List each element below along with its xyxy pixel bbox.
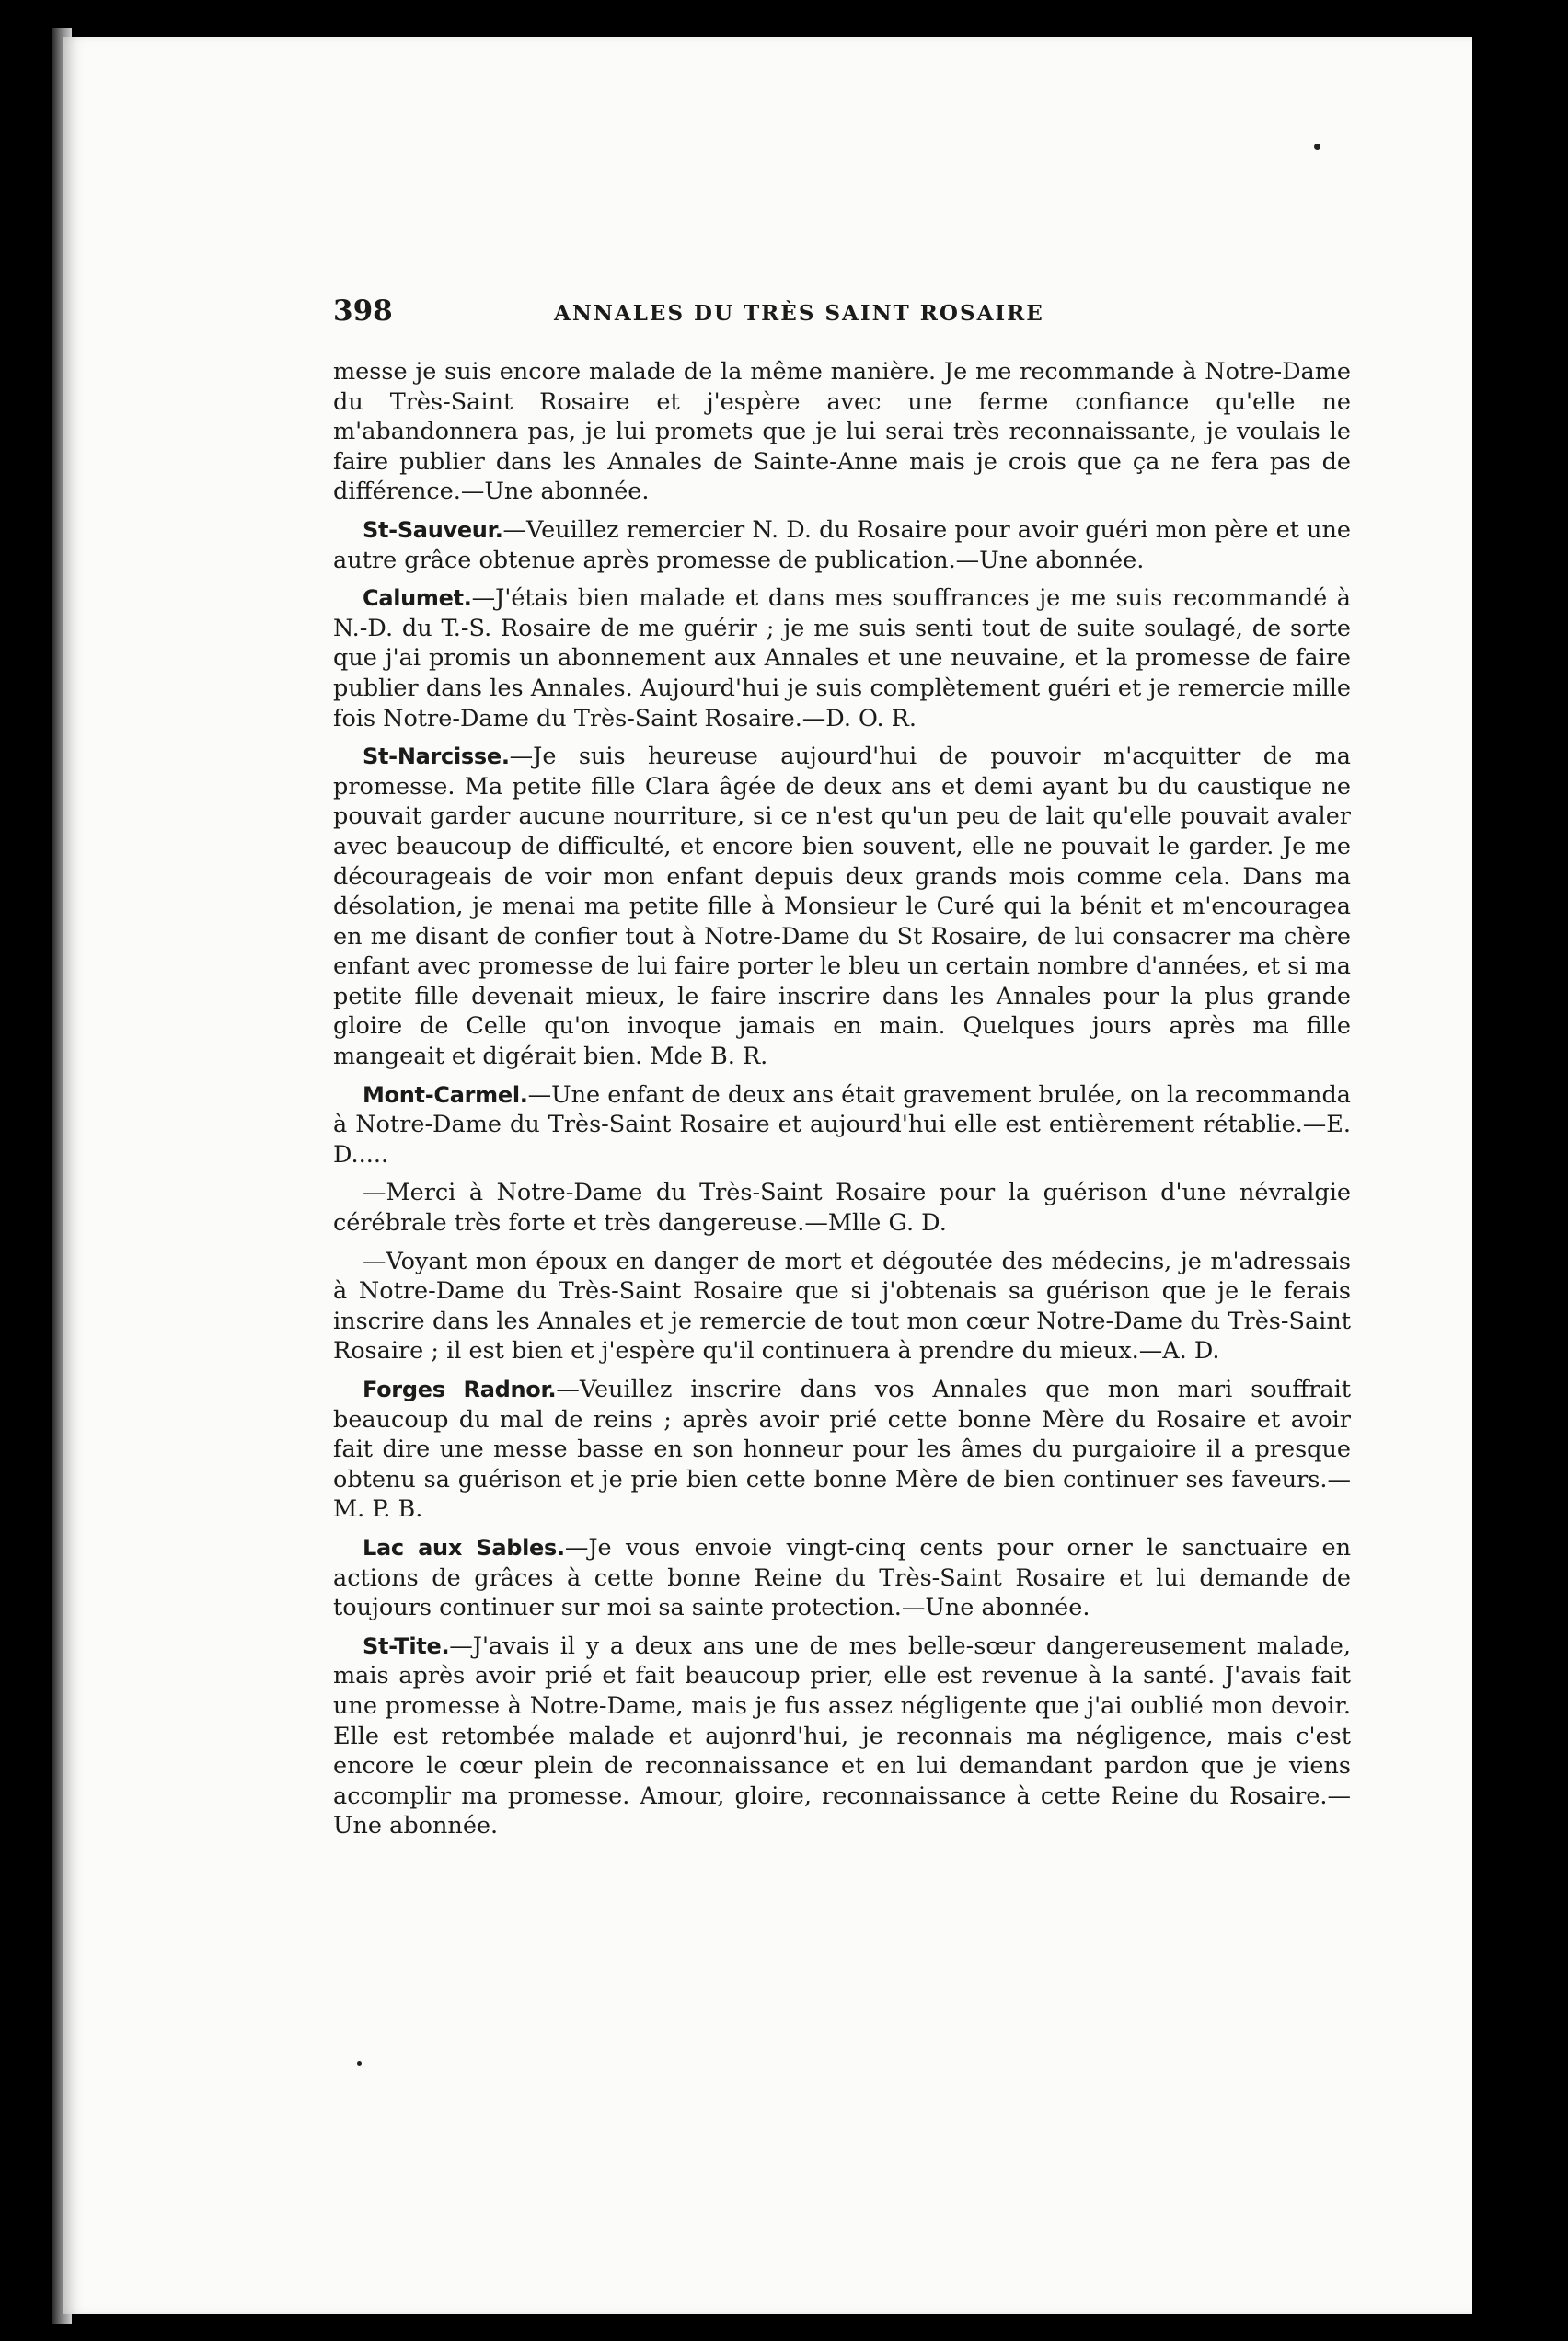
entry-text: —Veuillez remercier N. D. du Rosaire pour avoir guéri mon père et une autre grâce obtenue après promesse de publication.—Une abonnée.	[333, 515, 1351, 574]
speck	[357, 2061, 362, 2066]
entry-mont-carmel	[333, 1080, 1351, 1170]
entry-lac-aux-sables	[333, 1533, 1351, 1623]
entry-st-sauveur	[333, 515, 1351, 575]
entry-forges-radnor	[333, 1375, 1351, 1525]
entry-place: St-Narcisse.	[363, 744, 510, 770]
entry-epoux	[333, 1247, 1351, 1367]
entry-continuation	[333, 357, 1351, 507]
entry-text: —Voyant mon époux en danger de mort et dégoutée des médecins, je m'adressais à Notre-Dame du Très-Saint Rosaire que si j'obtenais sa guérison que je le ferais inscrire dans les Annales et je remercie de tout mon cœur Notre-Dame du Très-Saint Rosaire ; il est bien et j'espère qu'il continuera à prendre du mieux.—A. D.	[333, 1247, 1351, 1366]
entry-text: —Une enfant de deux ans était gravement brulée, on la recommanda à Notre-Dame du Très-Saint Rosaire et aujourd'hui elle est entièrement rétablie.—E. D.....	[333, 1080, 1351, 1169]
entry-place: Forges Radnor.	[363, 1377, 557, 1402]
entry-text: —J'avais il y a deux ans une de mes belle-sœur dangereusement malade, mais après avoir prié et fait beaucoup prier, elle est revenue à la santé. J'avais fait une promesse à Notre-Dame, mais je fus assez négligente que j'ai oublié mon devoir. Elle est retombée malade et aujonrd'hui, je reconnais ma négligence, mais c'est encore le cœur plein de reconnaissance et en lui demandant pardon que je viens accomplir ma promesse. Amour, gloire, reconnaissance à cette Reine du Rosaire.—Une abonnée.	[333, 1632, 1351, 1840]
facing-page-edge	[1472, 37, 1568, 2314]
running-head	[333, 294, 1351, 337]
entry-calumet	[333, 583, 1351, 733]
entry-text: —Merci à Notre-Dame du Très-Saint Rosaire pour la guérison d'une névralgie cérébrale très forte et très dangereuse.—Mlle G. D.	[333, 1179, 1351, 1238]
entry-text: —Veuillez inscrire dans vos Annales que mon mari souffrait beaucoup du mal de reins ; après avoir prié cette bonne Mère du Rosaire et avoir fait dire une messe basse en son honneur pour les âmes du purgaioire il a presque obtenu sa guérison et je prie bien cette bonne Mère de bien continuer ses faveurs.—M. P. B.	[333, 1376, 1351, 1524]
page-number: 398	[333, 294, 393, 328]
entry-st-tite	[333, 1632, 1351, 1841]
entry-nevralgie	[333, 1178, 1351, 1238]
speck	[1314, 144, 1320, 150]
entry-text: —Je suis heureuse aujourd'hui de pouvoir m'acquitter de ma promesse. Ma petite fille Clara âgée de deux ans et demi ayant bu du caustique ne pouvait garder aucune nourriture, si ce n'est qu'un peu de lait qu'elle pouvait avaler avec beaucoup de difficulté, et encore bien souvent, elle ne pouvait le garder. Je me décourageais de voir mon enfant depuis deux grands mois comme cela. Dans ma désolation, je menai ma petite fille à Monsieur le Curé qui la bénit et m'encouragea en me disant de confier tout à Notre-Dame du St Rosaire, de lui consacrer ma chère enfant avec promesse de lui faire porter le bleu un certain nombre d'années, et si ma petite fille devenait mieux, le faire inscrire dans les Annales pour la plus grande gloire de Celle qu'on invoque jamais en main. Quelques jours après ma fille mangeait et digérait bien. Mde B. R.	[333, 743, 1351, 1071]
entry-text: —J'étais bien malade et dans mes souffrances je me suis recommandé à N.-D. du T.-S. Rosaire de me guérir ; je me suis senti tout de suite soulagé, de sorte que j'ai promis un abonnement aux Annales et une neuvaine, et la promesse de faire publier dans les Annales. Aujourd'hui je suis complètement guéri et je remercie mille fois Notre-Dame du Très-Saint Rosaire.—D. O. R.	[333, 584, 1351, 732]
header-title: ANNALES DU TRÈS SAINT ROSAIRE	[554, 301, 1044, 326]
entry-place: St-Sauveur.	[363, 516, 503, 543]
entry-st-narcisse	[333, 742, 1351, 1072]
entry-place: Calumet.	[363, 585, 472, 612]
entry-place: Mont-Carmel.	[363, 1081, 528, 1108]
entry-place: St-Tite.	[363, 1632, 450, 1659]
entry-place: Lac aux Sables.	[363, 1534, 565, 1561]
text-block	[333, 294, 1351, 1850]
entry-text: messe je suis encore malade de la même manière. Je me recommande à Notre-Dame du Très-Saint Rosaire et j'espère avec une ferme confiance qu'elle ne m'abandonnera pas, je lui promets que je lui serai très reconnaissante, je voulais le faire publier dans les Annales de Sainte-Anne mais je crois que ça ne fera pas de différence.—Une abonnée.	[333, 358, 1351, 506]
entry-text: —Je vous envoie vingt-cinq cents pour orner le sanctuaire en actions de grâces à cette bonne Reine du Très-Saint Rosaire et lui demande de toujours continuer sur moi sa sainte protection.—Une abonnée.	[333, 1533, 1351, 1622]
